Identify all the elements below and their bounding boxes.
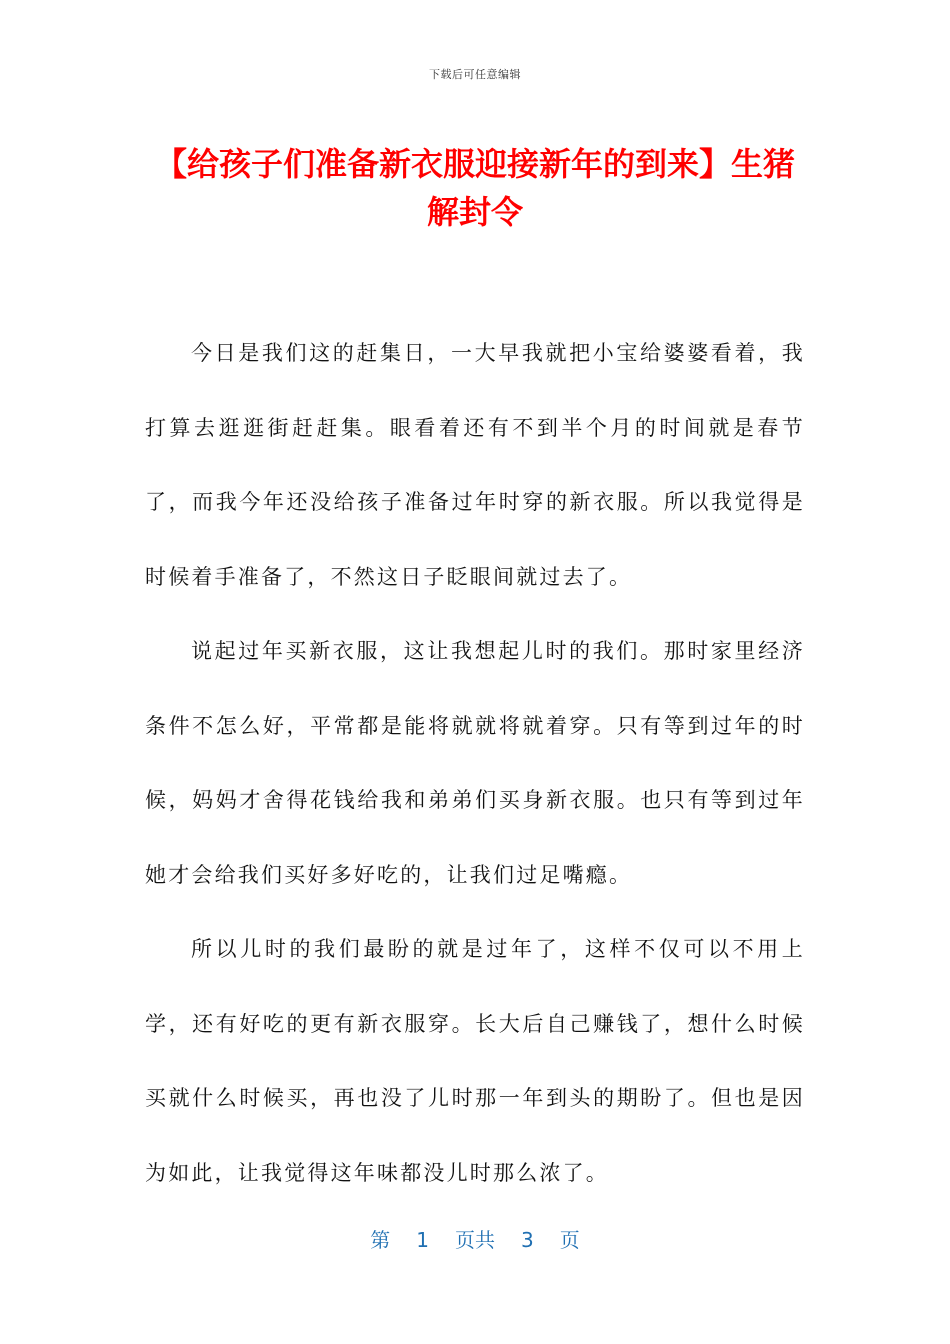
footer-page-prefix: 第: [370, 1228, 391, 1252]
footer-total-pages: 3: [521, 1228, 534, 1252]
footer-page-mid: 页共: [455, 1228, 495, 1252]
document-title: 【给孩子们准备新衣服迎接新年的到来】生猪解封令: [154, 145, 795, 231]
paragraph-3: 所以儿时的我们最盼的就是过年了，这样不仅可以不用上学，还有好吃的更有新衣服穿。长大后自己赚钱了，想什么时候买就什么时候买，再也没了儿时那一年到头的期盼了。但也是因为如此，让我觉得这年味都没儿时那么浓了。: [145, 937, 805, 1185]
header-note: 下载后可任意编辑: [429, 68, 521, 81]
paragraph-2: 说起过年买新衣服，这让我想起儿时的我们。那时家里经济条件不怎么好，平常都是能将就就将就着穿。只有等到过年的时候，妈妈才舍得花钱给我和弟弟们买身新衣服。也只有等到过年她才会给我们买好多好吃的，让我们过足嘴瘾。: [145, 639, 805, 887]
footer-page-suffix: 页: [559, 1228, 580, 1252]
footer-page-number: 1: [416, 1228, 429, 1252]
page-footer: [0, 1224, 950, 1253]
document-body: [145, 316, 805, 1210]
paragraph-1: 今日是我们这的赶集日，一大早我就把小宝给婆婆看着，我打算去逛逛街赶赶集。眼看着还有不到半个月的时间就是春节了，而我今年还没给孩子准备过年时穿的新衣服。所以我觉得是时候着手准备了，不然这日子眨眼间就过去了。: [145, 341, 805, 589]
